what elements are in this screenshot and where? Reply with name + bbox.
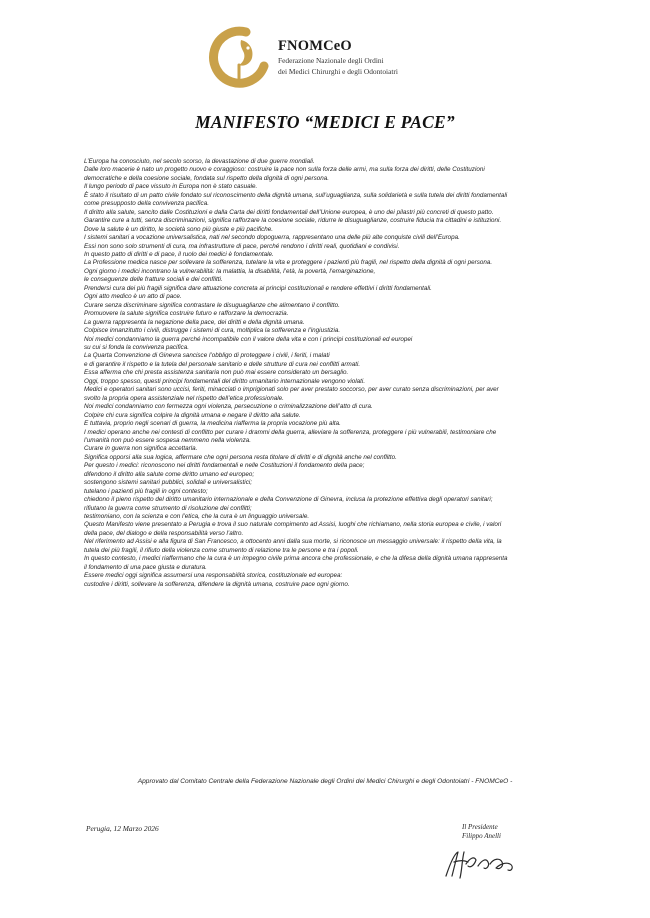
body-line: rifiutano la guerra come strumento di risoluzione dei conflitti; bbox=[84, 504, 252, 512]
president-name: Filippo Anelli bbox=[462, 832, 501, 840]
body-line: E tuttavia, proprio negli scenari di guerra, la medicina riafferma la propria vocazione più alta. bbox=[84, 420, 341, 428]
body-line: Il diritto alla salute, sancito dalle Costituzioni e dalla Carta dei diritti fondamentali dell’Unione europea, è uno dei pilastri più concreti di questo patto. bbox=[84, 208, 494, 216]
body-line: Per questo i medici: riconoscono nei diritti fondamentali e nelle Costituzioni il fondamento della pace; bbox=[84, 462, 365, 470]
body-line: In questo patto di diritti e di pace, il ruolo dei medici è fondamentale. bbox=[84, 250, 274, 258]
body-line: Il lungo periodo di pace vissuto in Europa non è stato casuale. bbox=[84, 183, 258, 191]
body-line: I medici operano anche nei contesti di conflitto per curare i drammi della guerra, alleviare la sofferenza, proteggere i più vulnerabili, testimoniare che bbox=[84, 428, 497, 436]
body-line: tutela dei più fragili, il rifiuto della violenza come strumento di relazione tra le persone e tra i popoli. bbox=[84, 546, 359, 554]
body-line: Medici e operatori sanitari sono uccisi, feriti, minacciati o imprigionati solo per aver prestato soccorso, per aver curato senza discriminazioni, per aver bbox=[84, 386, 499, 394]
body-line: Oggi, troppo spesso, questi principi fondamentali del diritto umanitario internazionale vengono violati. bbox=[84, 377, 366, 385]
body-line: Noi medici condanniamo la guerra perché incompatibile con il valore della vita e con i principi costituzionali ed europei bbox=[84, 335, 413, 343]
body-line: democratiche e della coesione sociale, fondata sul rispetto della dignità di ogni persona. bbox=[84, 174, 330, 182]
body-line: Noi medici condanniamo con fermezza ogni violenza, persecuzione o criminalizzazione dell’atto di cura. bbox=[84, 403, 373, 411]
body-line: della pace, del dialogo e della responsabilità verso l’altro. bbox=[84, 529, 244, 537]
body-line: sostengono sistemi sanitari pubblici, solidali e universalistici; bbox=[84, 479, 252, 487]
body-line: svolto la propria opera assistenziale nel rispetto dell’etica professionale. bbox=[84, 394, 284, 402]
body-line: chiedono il pieno rispetto del diritto umanitario internazionale e della Convenzione di Ginevra, inclusa la protezione effettiva degli operatori sanitari; bbox=[84, 496, 493, 504]
body-line: Promuovere la salute significa costruire futuro e rafforzare la democrazia. bbox=[84, 310, 289, 318]
body-line: Essere medici oggi significa assumersi una responsabilità storica, costituzionale ed europea: bbox=[84, 572, 343, 580]
body-line: tutelano i pazienti più fragili in ogni contesto; bbox=[84, 487, 208, 495]
body-line: Essi non sono solo strumenti di cura, ma infrastrutture di pace, perché rendono i diritti reali, quotidiani e condivisi. bbox=[84, 242, 400, 250]
body-line: su cui si fonda la convivenza pacifica. bbox=[84, 343, 190, 351]
body-line: La Professione medica nasce per sollevare la sofferenza, tutelare la vita e proteggere i pazienti più fragili, nel rispetto della dignità di ogni persona. bbox=[84, 259, 493, 267]
org-subtitle-1: Federazione Nazionale degli Ordini bbox=[278, 56, 384, 65]
body-line: Colpire chi cura significa colpire la dignità umana e negare il diritto alla salute. bbox=[84, 411, 301, 419]
body-line: L’Europa ha conosciuto, nel secolo scorso, la devastazione di due guerre mondiali. bbox=[84, 158, 315, 165]
body-line: Prendersi cura dei più fragili significa dare attuazione concreta ai principi costituzionali e rendere effettivi i diritti fondamentali. bbox=[84, 284, 432, 292]
signature-image bbox=[440, 846, 530, 880]
body-line: difendono il diritto alla salute come diritto umano ed europeo; bbox=[84, 470, 255, 478]
manifesto-body bbox=[84, 158, 612, 589]
body-line: Ogni giorno i medici incontrano la vulnerabilità: la malattia, la disabilità, l’età, la povertà, l’emarginazione, bbox=[84, 267, 376, 275]
body-line: il fondamento di una pace giusta e duratura. bbox=[84, 563, 207, 571]
body-line: Essa afferma che chi presta assistenza sanitaria non può mai essere considerato un bersaglio. bbox=[84, 369, 349, 377]
body-line: Ogni atto medico è un atto di pace. bbox=[84, 293, 182, 301]
letterhead bbox=[208, 26, 398, 90]
org-name: FNOMCeO bbox=[278, 38, 352, 54]
president-block bbox=[462, 823, 501, 841]
org-block bbox=[278, 38, 398, 77]
body-line: È stato il risultato di un patto civile fondato sul riconoscimento della dignità umana, sull’uguaglianza, sulla solidarietà e sulla tutela dei diritti fondamentali bbox=[84, 191, 508, 199]
body-line: le conseguenze delle fratture sociali e dei conflitti. bbox=[84, 276, 223, 284]
body-line: Curare senza discriminare significa contrastare le disuguaglianze che alimentano il conflitto. bbox=[84, 301, 340, 309]
body-line: Garantire cure a tutti, senza discriminazioni, significa rafforzare la coesione sociale, ridurre le disuguaglianze, costruire fiducia tra cittadini e istituzioni. bbox=[84, 217, 502, 225]
org-subtitle-2: dei Medici Chirurghi e degli Odontoiatri bbox=[278, 67, 398, 76]
body-line: Curare in guerra non significa accettarla. bbox=[84, 445, 198, 453]
body-line: Colpisce innanzitutto i civili, distrugge i sistemi di cura, moltiplica la sofferenza e l’ingiustizia. bbox=[84, 327, 341, 335]
fnomceo-logo-icon bbox=[208, 26, 270, 88]
body-line: Questo Manifesto viene presentato a Perugia e trova il suo naturale compimento ad Assisi, luoghi che richiamano, nella storia europea e civile, i valori bbox=[84, 521, 502, 529]
body-line: custodire i diritti, sollevare la sofferenza, difendere la dignità umana, costruire pace ogni giorno. bbox=[84, 580, 350, 588]
body-line: I sistemi sanitari a vocazione universalistica, nati nel secondo dopoguerra, rappresentano una delle più alte conquiste civili dell’Europa. bbox=[84, 234, 460, 242]
approval-note: Approvato dal Comitato Centrale della Federazione Nazionale degli Ordini dei Medici Chirurghi e degli Odontoiatri - FNOMCeO - bbox=[137, 778, 513, 785]
body-line: Dalle loro macerie è nato un progetto nuovo e coraggioso: costruire la pace non sulla forza delle armi, ma sulla forza dei diritti, delle Costituzioni bbox=[84, 166, 485, 174]
president-label: Il Presidente bbox=[462, 823, 498, 831]
body-line: e di garantire il rispetto e la tutela del personale sanitario e delle strutture di cura nei conflitti armati. bbox=[84, 360, 361, 368]
body-line: La guerra rappresenta la negazione della pace, dei diritti e della dignità umana. bbox=[84, 318, 305, 326]
body-line: come presupposto della convivenza pacifica. bbox=[84, 200, 209, 208]
manifesto-title: MANIFESTO “MEDICI E PACE” bbox=[195, 112, 455, 132]
body-line: La Quarta Convenzione di Ginevra sancisce l’obbligo di proteggere i civili, i feriti, i malati bbox=[84, 352, 330, 360]
body-line: testimoniano, con la scienza e con l’etica, che la cura è un linguaggio universale. bbox=[84, 513, 310, 521]
body-line: In questo contesto, i medici riaffermano che la cura è un impegno civile prima ancora che professionale, e che la difesa della dignità umana rappresenta bbox=[84, 555, 508, 563]
place-date: Perugia, 12 Marzo 2026 bbox=[86, 824, 159, 833]
body-line: l’umanità non può essere sospesa nemmeno nella violenza. bbox=[84, 436, 251, 444]
body-line: Significa opporsi alla sua logica, affermare che ogni persona resta titolare di diritti e di dignità anche nel conflitto. bbox=[84, 453, 397, 461]
body-line: Dove la salute è un diritto, le società sono più giuste e più pacifiche. bbox=[84, 225, 274, 233]
body-line: Nel riferimento ad Assisi e alla figura di San Francesco, a ottocento anni dalla sua morte, si riconosce un messaggio universale: il rispetto della vita, la bbox=[84, 538, 502, 546]
